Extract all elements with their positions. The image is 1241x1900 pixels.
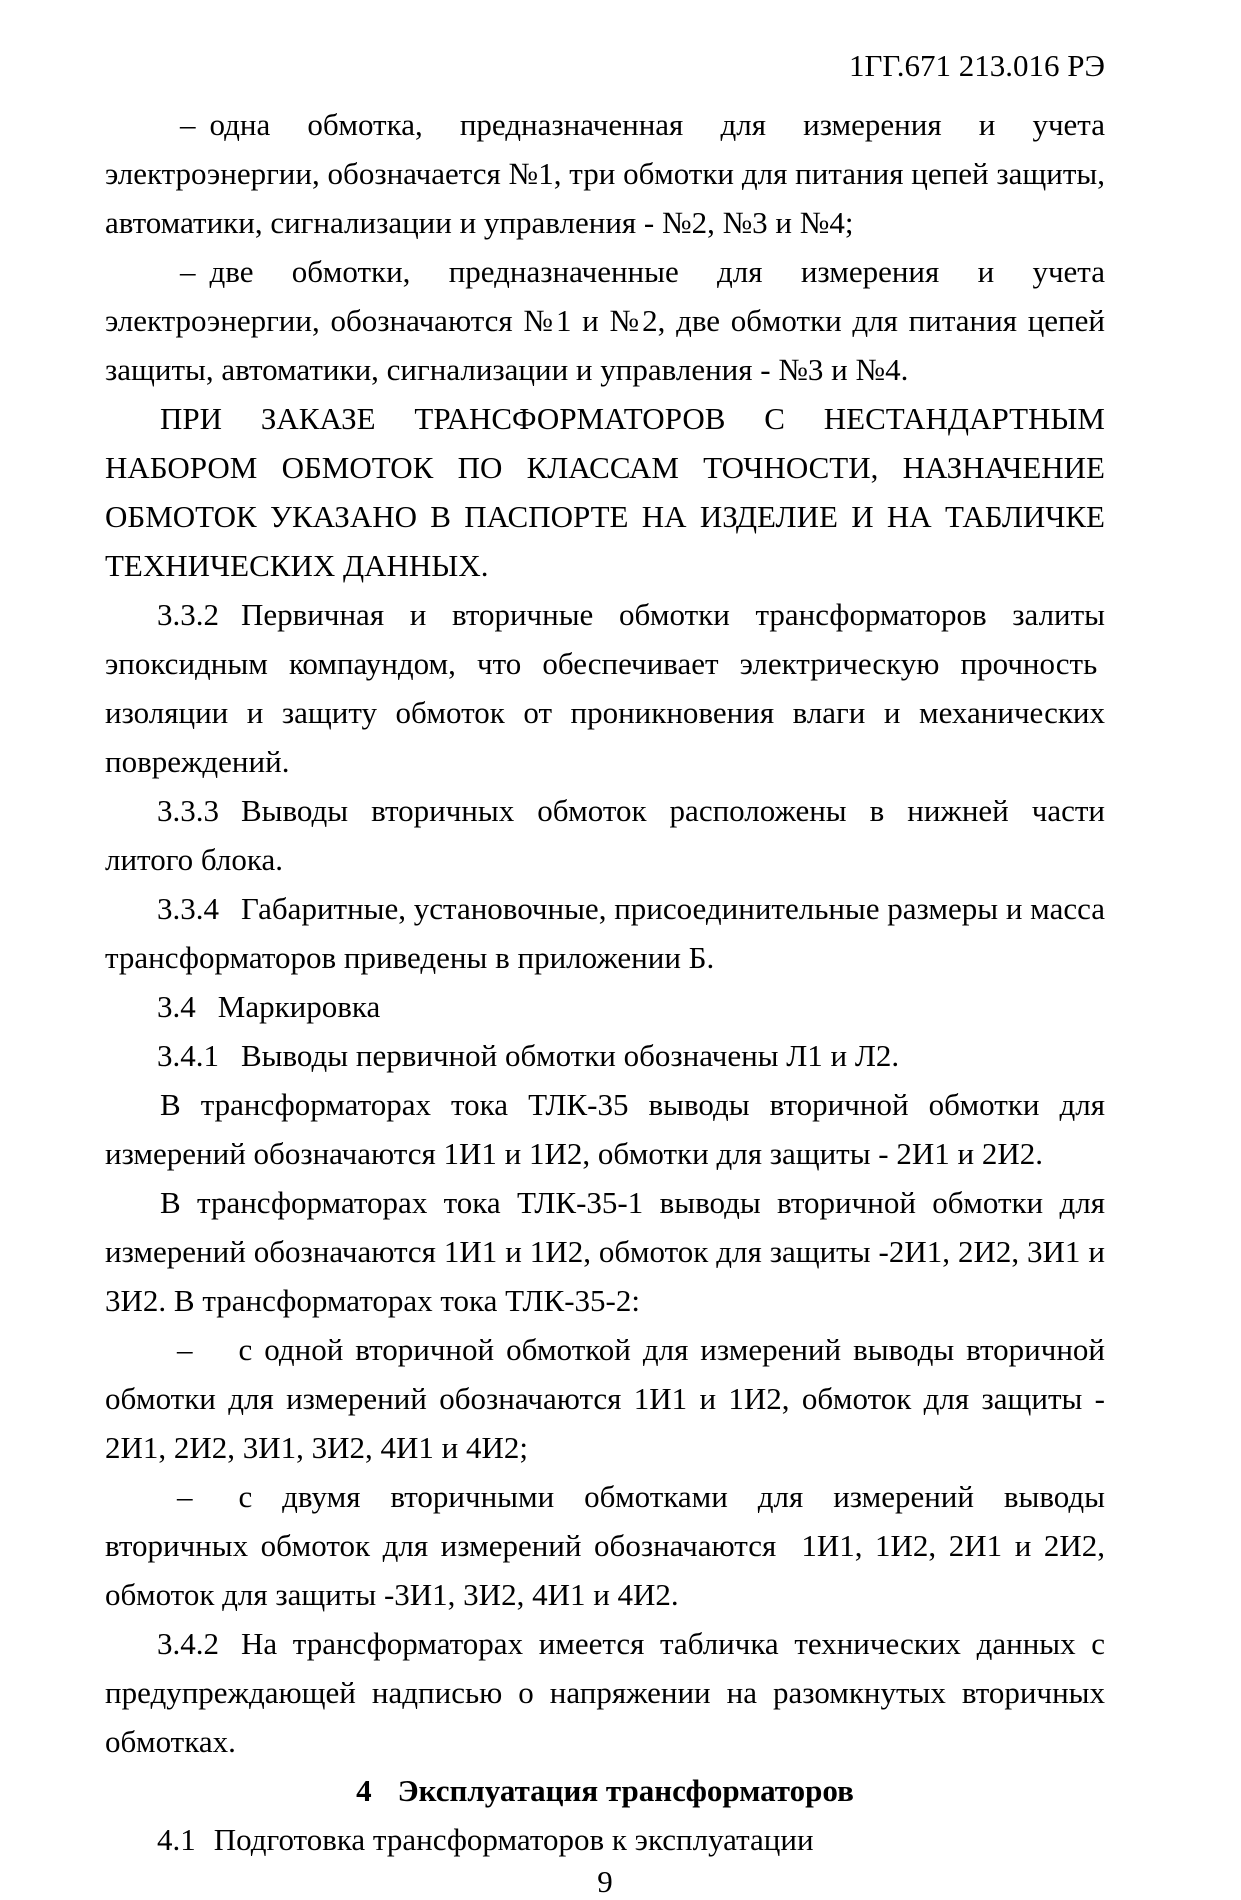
- paragraph-text: Габаритные, установочные, присоединительные размеры и масса трансформаторов приведены в приложении Б.: [105, 891, 1105, 975]
- paragraph-text: Выводы вторичных обмоток расположены в нижней части литого блока.: [105, 793, 1105, 877]
- paragraph-text: одна обмотка, предназначенная для измерения и учета электроэнергии, обозначается №1, три обмотки для питания цепей защиты, автоматики, сигнализации и управления - №2, №3 и №4;: [105, 107, 1105, 240]
- clause-number: 3.4: [157, 989, 196, 1024]
- paragraph-text: В трансформаторах тока ТЛК-35 выводы вторичной обмотки для измерений обозначаются 1И1 и 1И2, обмотки для защиты - 2И1 и 2И2.: [105, 1087, 1105, 1171]
- paragraph-text: Маркировка: [217, 989, 381, 1024]
- notice-paragraph: [105, 394, 1105, 590]
- paragraph-text: Выводы первичной обмотки обозначены Л1 и Л2.: [241, 1038, 900, 1073]
- paragraph-text: ПРИ ЗАКАЗЕ ТРАНСФОРМАТОРОВ С НЕСТАНДАРТНЫМ НАБОРОМ ОБМОТОК ПО КЛАССАМ ТОЧНОСТИ, НАЗНАЧЕНИЕ ОБМОТОК УКАЗАНО В ПАСПОРТЕ НА ИЗДЕЛИЕ И НА ТАБЛИЧКЕ ТЕХНИЧЕСКИХ ДАННЫХ.: [105, 401, 1105, 583]
- document-body: [105, 0, 1105, 1900]
- paragraph-text: В трансформаторах тока ТЛК-35-1 выводы вторичной обмотки для измерений обозначаются 1И1 и 1И2, обмоток для защиты -2И1, 2И2, 3И1 и 3И2. В трансформаторах тока ТЛК-35-2:: [105, 1185, 1105, 1318]
- section-heading: [105, 1766, 1105, 1815]
- clause-number: 4.1: [157, 1822, 196, 1857]
- clause-paragraph: [105, 982, 1105, 1031]
- list-item: [105, 1325, 1105, 1472]
- section-number: 4: [356, 1773, 372, 1808]
- clause-paragraph: [105, 884, 1105, 982]
- list-item: [105, 247, 1105, 394]
- paragraph-text: с одной вторичной обмоткой для измерений выводы вторичной обмотки для измерений обозначаются 1И1 и 1И2, обмоток для защиты - 2И1, 2И2, 3И1, 3И2, 4И1 и 4И2;: [105, 1332, 1105, 1465]
- section-title: Эксплуатация трансформаторов: [397, 1773, 854, 1808]
- body-paragraph: [105, 1080, 1105, 1178]
- clause-paragraph: [105, 590, 1105, 786]
- clause-number: 3.4.2: [157, 1626, 219, 1661]
- list-item: [105, 100, 1105, 247]
- paragraph-text: с двумя вторичными обмотками для измерений выводы вторичных обмоток для измерений обозначаются 1И1, 1И2, 2И1 и 2И2, обмоток для защиты -3И1, 3И2, 4И1 и 4И2.: [105, 1479, 1105, 1612]
- clause-number: 3.4.1: [157, 1038, 219, 1073]
- paragraph-text: Первичная и вторичные обмотки трансформаторов залиты эпоксидным компаундом, что обеспечивает электрическую прочность изоляции и защиту обмоток от проникновения влаги и механических повреждений.: [105, 597, 1105, 779]
- clause-number: 3.3.4: [157, 891, 219, 926]
- dash-marker: –: [177, 1332, 193, 1367]
- clause-paragraph: [105, 1619, 1105, 1766]
- clause-number: 3.3.2: [157, 597, 219, 632]
- page-number: 9: [597, 1864, 613, 1899]
- list-item: [105, 1472, 1105, 1619]
- document-code: 1ГГ.671 213.016 РЭ: [848, 48, 1105, 83]
- dash-marker: –: [177, 1479, 193, 1514]
- body-paragraph: [105, 1178, 1105, 1325]
- paragraph-text: На трансформаторах имеется табличка технических данных с предупреждающей надписью о напряжении на разомкнутых вторичных обмотках.: [105, 1626, 1105, 1759]
- paragraph-text: две обмотки, предназначенные для измерения и учета электроэнергии, обозначаются №1 и №2, две обмотки для питания цепей защиты, автоматики, сигнализации и управления - №3 и №4.: [105, 254, 1105, 387]
- dash-marker: –: [180, 107, 196, 142]
- subsection-heading: [105, 1815, 1105, 1864]
- subsection-title: Подготовка трансформаторов к эксплуатации: [213, 1822, 814, 1857]
- clause-paragraph: [105, 786, 1105, 884]
- clause-number: 3.3.3: [157, 793, 219, 828]
- clause-paragraph: [105, 1031, 1105, 1080]
- dash-marker: –: [180, 254, 196, 289]
